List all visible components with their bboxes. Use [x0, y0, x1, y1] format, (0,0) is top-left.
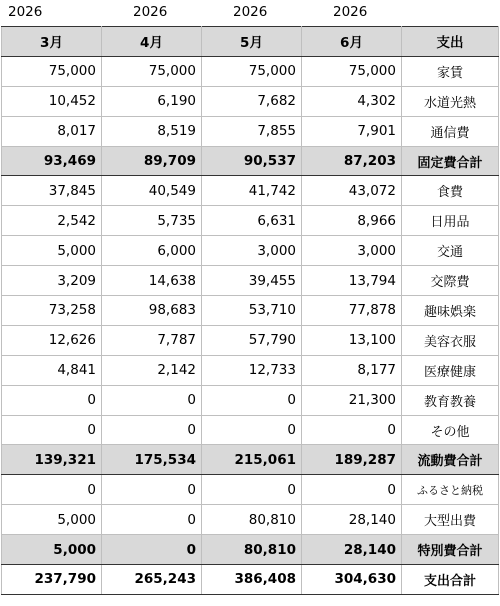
value-cell[interactable]: 3,209	[2, 266, 102, 296]
category-label-cell[interactable]: 教育教養	[402, 385, 499, 415]
value-cell[interactable]: 41,742	[202, 176, 302, 206]
value-cell[interactable]: 0	[2, 385, 102, 415]
value-cell[interactable]: 4,841	[2, 355, 102, 385]
value-cell[interactable]: 40,549	[102, 176, 202, 206]
value-cell[interactable]: 93,469	[2, 146, 102, 176]
category-label-cell[interactable]: 医療健康	[402, 355, 499, 385]
header-category[interactable]: 支出	[402, 27, 499, 57]
value-cell[interactable]: 90,537	[202, 146, 302, 176]
value-cell[interactable]: 237,790	[2, 565, 102, 595]
value-cell[interactable]: 0	[202, 385, 302, 415]
value-cell[interactable]: 0	[202, 415, 302, 445]
table-body	[2, 56, 499, 594]
subtotal-row	[2, 146, 499, 176]
header-month-jun[interactable]: 6月	[302, 27, 402, 57]
value-cell[interactable]: 3,000	[202, 236, 302, 266]
value-cell[interactable]: 0	[2, 475, 102, 505]
value-cell[interactable]: 8,519	[102, 116, 202, 146]
table-row	[2, 116, 499, 146]
category-label-cell[interactable]: 趣味娯楽	[402, 296, 499, 326]
category-label-cell[interactable]: その他	[402, 415, 499, 445]
header-month-may[interactable]: 5月	[202, 27, 302, 57]
category-label-cell[interactable]: 固定費合計	[402, 146, 499, 176]
value-cell[interactable]: 77,878	[302, 296, 402, 326]
table-header-row	[2, 27, 499, 57]
table-row	[2, 505, 499, 535]
table-row	[2, 206, 499, 236]
value-cell[interactable]: 8,017	[2, 116, 102, 146]
value-cell[interactable]: 139,321	[2, 445, 102, 475]
value-cell[interactable]: 215,061	[202, 445, 302, 475]
category-label-cell[interactable]: ふるさと納税	[402, 475, 499, 505]
table-row	[2, 236, 499, 266]
value-cell[interactable]: 7,855	[202, 116, 302, 146]
category-label-cell[interactable]: 流動費合計	[402, 445, 499, 475]
value-cell[interactable]: 0	[102, 475, 202, 505]
value-cell[interactable]: 265,243	[102, 565, 202, 595]
category-label-cell[interactable]: 交通	[402, 236, 499, 266]
category-label-cell[interactable]: 食費	[402, 176, 499, 206]
value-cell[interactable]: 5,000	[2, 236, 102, 266]
table-row	[2, 176, 499, 206]
subtotal-row	[2, 535, 499, 565]
subtotal-row	[2, 445, 499, 475]
value-cell[interactable]: 75,000	[202, 56, 302, 86]
category-label-cell[interactable]: 支出合計	[402, 565, 499, 595]
year-label-jun[interactable]: 2026	[333, 4, 368, 20]
category-label-cell[interactable]: 日用品	[402, 206, 499, 236]
category-label-cell[interactable]: 大型出費	[402, 505, 499, 535]
value-cell[interactable]: 7,901	[302, 116, 402, 146]
value-cell[interactable]: 28,140	[302, 505, 402, 535]
value-cell[interactable]: 75,000	[302, 56, 402, 86]
value-cell[interactable]: 0	[102, 385, 202, 415]
value-cell[interactable]: 39,455	[202, 266, 302, 296]
header-month-mar[interactable]: 3月	[2, 27, 102, 57]
year-label-apr[interactable]: 2026	[133, 4, 168, 20]
value-cell[interactable]: 8,177	[302, 355, 402, 385]
year-label-may[interactable]: 2026	[233, 4, 268, 20]
value-cell[interactable]: 75,000	[2, 56, 102, 86]
value-cell[interactable]: 0	[102, 535, 202, 565]
value-cell[interactable]: 53,710	[202, 296, 302, 326]
value-cell[interactable]: 8,966	[302, 206, 402, 236]
value-cell[interactable]: 37,845	[2, 176, 102, 206]
table-row	[2, 415, 499, 445]
value-cell[interactable]: 5,735	[102, 206, 202, 236]
value-cell[interactable]: 0	[102, 505, 202, 535]
value-cell[interactable]: 5,000	[2, 505, 102, 535]
value-cell[interactable]: 28,140	[302, 535, 402, 565]
category-label-cell[interactable]: 特別費合計	[402, 535, 499, 565]
value-cell[interactable]: 3,000	[302, 236, 402, 266]
category-label-cell[interactable]: 水道光熱	[402, 86, 499, 116]
value-cell[interactable]: 2,542	[2, 206, 102, 236]
value-cell[interactable]: 6,000	[102, 236, 202, 266]
value-cell[interactable]: 189,287	[302, 445, 402, 475]
value-cell[interactable]: 2,142	[102, 355, 202, 385]
value-cell[interactable]: 6,631	[202, 206, 302, 236]
table-row	[2, 475, 499, 505]
value-cell[interactable]: 0	[102, 415, 202, 445]
value-cell[interactable]: 175,534	[102, 445, 202, 475]
year-row	[0, 0, 500, 26]
table-row	[2, 296, 499, 326]
value-cell[interactable]: 13,794	[302, 266, 402, 296]
table-row	[2, 266, 499, 296]
category-label-cell[interactable]: 家賃	[402, 56, 499, 86]
value-cell[interactable]: 12,626	[2, 325, 102, 355]
value-cell[interactable]: 43,072	[302, 176, 402, 206]
value-cell[interactable]: 4,302	[302, 86, 402, 116]
expense-table	[1, 26, 499, 595]
value-cell[interactable]: 13,100	[302, 325, 402, 355]
value-cell[interactable]: 73,258	[2, 296, 102, 326]
category-label-cell[interactable]: 通信費	[402, 116, 499, 146]
value-cell[interactable]: 75,000	[102, 56, 202, 86]
value-cell[interactable]: 6,190	[102, 86, 202, 116]
category-label-cell[interactable]: 交際費	[402, 266, 499, 296]
value-cell[interactable]: 57,790	[202, 325, 302, 355]
value-cell[interactable]: 0	[302, 415, 402, 445]
table-row	[2, 56, 499, 86]
table-row	[2, 355, 499, 385]
value-cell[interactable]: 89,709	[102, 146, 202, 176]
header-month-apr[interactable]: 4月	[102, 27, 202, 57]
value-cell[interactable]: 10,452	[2, 86, 102, 116]
table-row	[2, 325, 499, 355]
value-cell[interactable]: 12,733	[202, 355, 302, 385]
year-label-mar[interactable]: 2026	[8, 4, 43, 20]
value-cell[interactable]: 80,810	[202, 535, 302, 565]
value-cell[interactable]: 7,682	[202, 86, 302, 116]
value-cell[interactable]: 80,810	[202, 505, 302, 535]
value-cell[interactable]: 386,408	[202, 565, 302, 595]
value-cell[interactable]: 98,683	[102, 296, 202, 326]
value-cell[interactable]: 5,000	[2, 535, 102, 565]
category-label-cell[interactable]: 美容衣服	[402, 325, 499, 355]
value-cell[interactable]: 0	[302, 475, 402, 505]
grand-total-row	[2, 565, 499, 595]
table-row	[2, 385, 499, 415]
value-cell[interactable]: 304,630	[302, 565, 402, 595]
value-cell[interactable]: 21,300	[302, 385, 402, 415]
value-cell[interactable]: 0	[202, 475, 302, 505]
value-cell[interactable]: 14,638	[102, 266, 202, 296]
table-row	[2, 86, 499, 116]
value-cell[interactable]: 7,787	[102, 325, 202, 355]
value-cell[interactable]: 87,203	[302, 146, 402, 176]
value-cell[interactable]: 0	[2, 415, 102, 445]
